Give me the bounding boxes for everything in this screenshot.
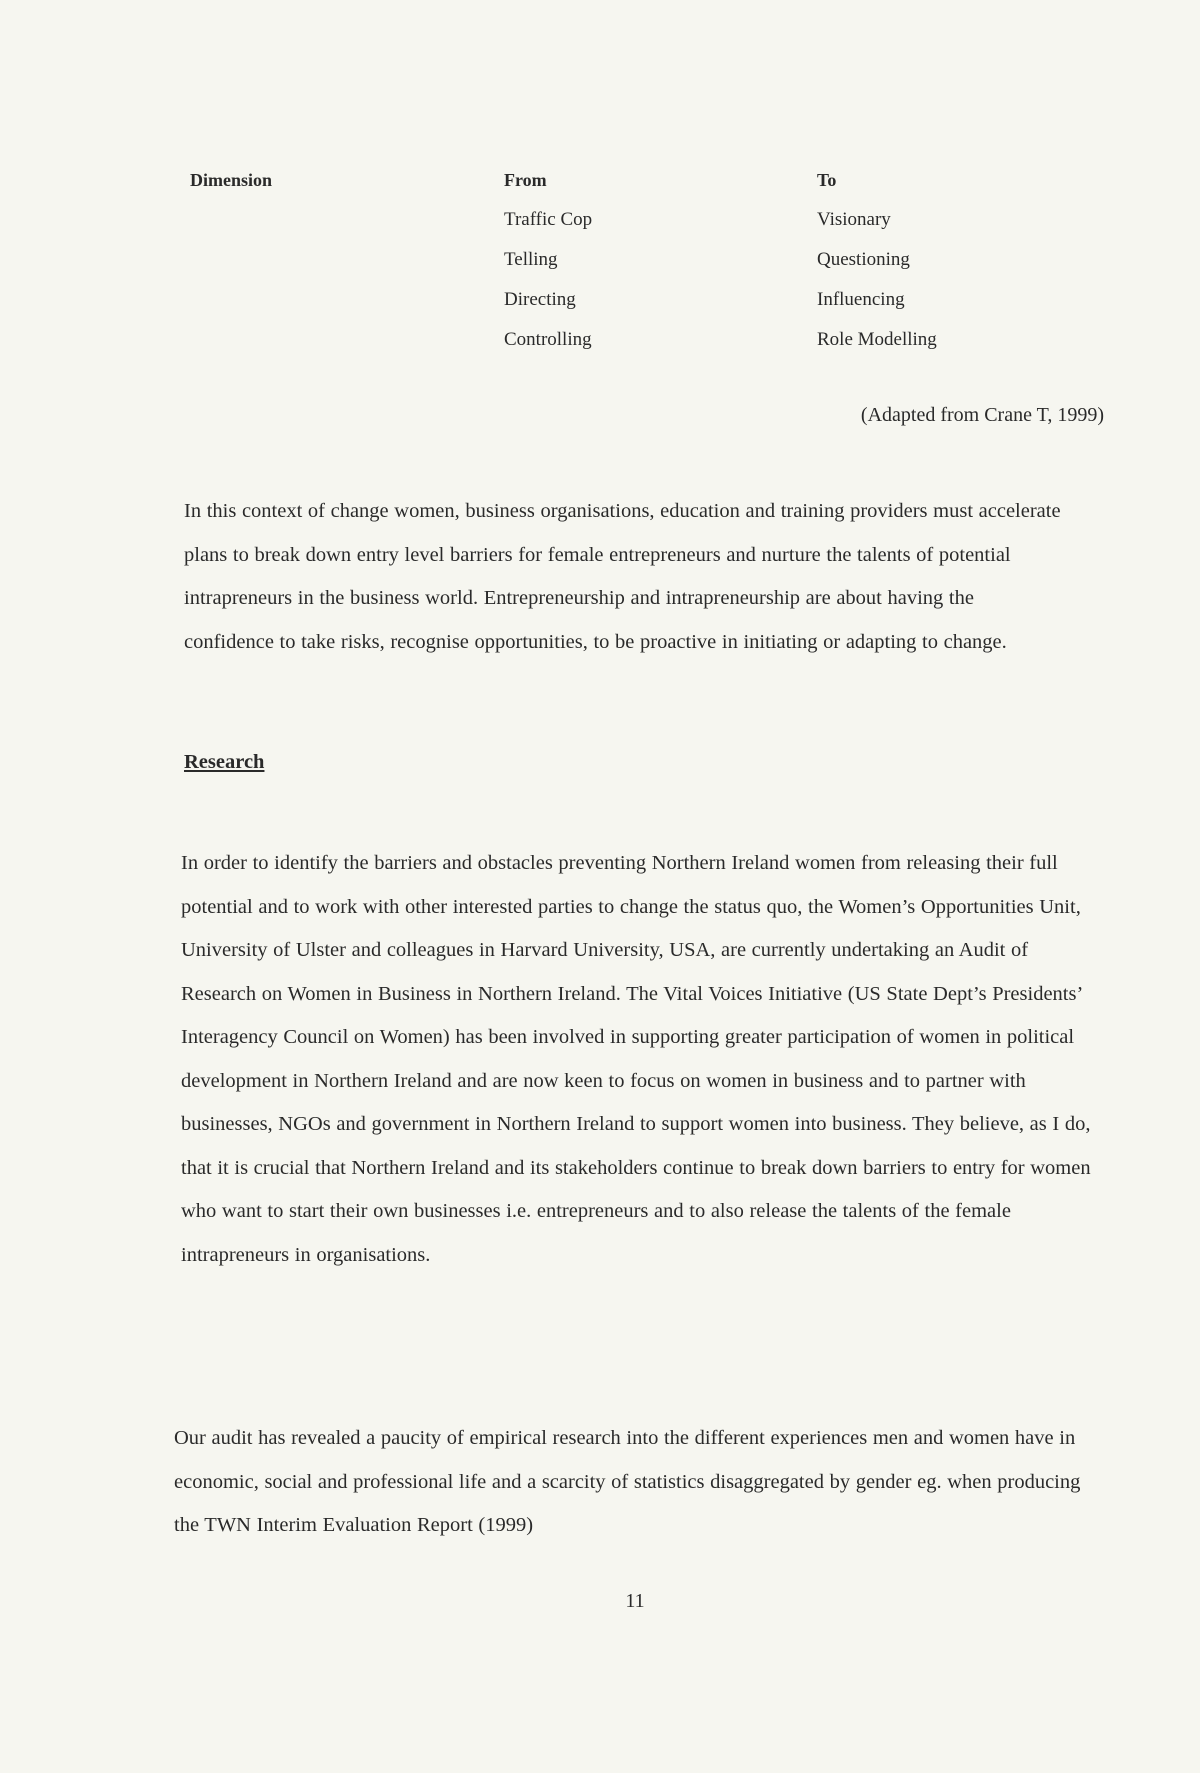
table-row — [190, 280, 1030, 320]
from-cell: Controlling — [504, 329, 592, 350]
dimension-comparison-table — [190, 160, 1030, 360]
to-cell: Questioning — [817, 249, 910, 270]
from-cell: Telling — [504, 249, 558, 270]
table-citation: (Adapted from Crane T, 1999) — [860, 404, 1104, 426]
audit-paragraph: Our audit has revealed a paucity of empirical research into the different experiences men and women have in economic, social and professional life and a scarcity of statistics disaggregated by gender eg. when producing the TWN Interim Evaluation Report (1999) — [174, 1427, 1081, 1536]
header-from: From — [504, 170, 547, 190]
to-cell: Role Modelling — [817, 329, 937, 350]
research-paragraph: In order to identify the barriers and obstacles preventing Northern Ireland women from releasing their full potential and to work with other interested parties to change the status quo, the Women’s Opportunities Unit, University of Ulster and colleagues in Harvard University, USA, are currently undertaking an Audit of Research on Women in Business in Northern Ireland. The Vital Voices Initiative (US State Dept’s Presidents’ Interagency Council on Women) has been involved in supporting greater participation of women in political development in Northern Ireland and are now keen to focus on women in business and to partner with businesses, NGOs and government in Northern Ireland to support women into business. They believe, as I do, that it is crucial that Northern Ireland and its stakeholders continue to break down barriers to entry for women who want to start their own businesses i.e. entrepreneurs and to also release the talents of the female intrapreneurs in organisations. — [181, 852, 1091, 1266]
table-row — [190, 240, 1030, 280]
context-paragraph: In this context of change women, business organisations, education and training providers must accelerate plans to break down entry level barriers for female entrepreneurs and nurture the talents of potential intrapreneurs in the business world. Entrepreneurship and intrapreneurship are about having the confidence to take risks, recognise opportunities, to be proactive in initiating or adapting to change. — [184, 500, 1061, 653]
header-to: To — [817, 170, 837, 190]
from-cell: Directing — [504, 289, 576, 310]
to-cell: Influencing — [817, 289, 905, 310]
table-header-row — [190, 160, 1030, 200]
page-number: 11 — [625, 1590, 645, 1612]
to-cell: Visionary — [817, 209, 891, 230]
table-row — [190, 200, 1030, 240]
from-cell: Traffic Cop — [504, 209, 593, 230]
header-dimension: Dimension — [190, 170, 273, 190]
table-row — [190, 320, 1030, 360]
research-heading: Research — [184, 751, 265, 773]
